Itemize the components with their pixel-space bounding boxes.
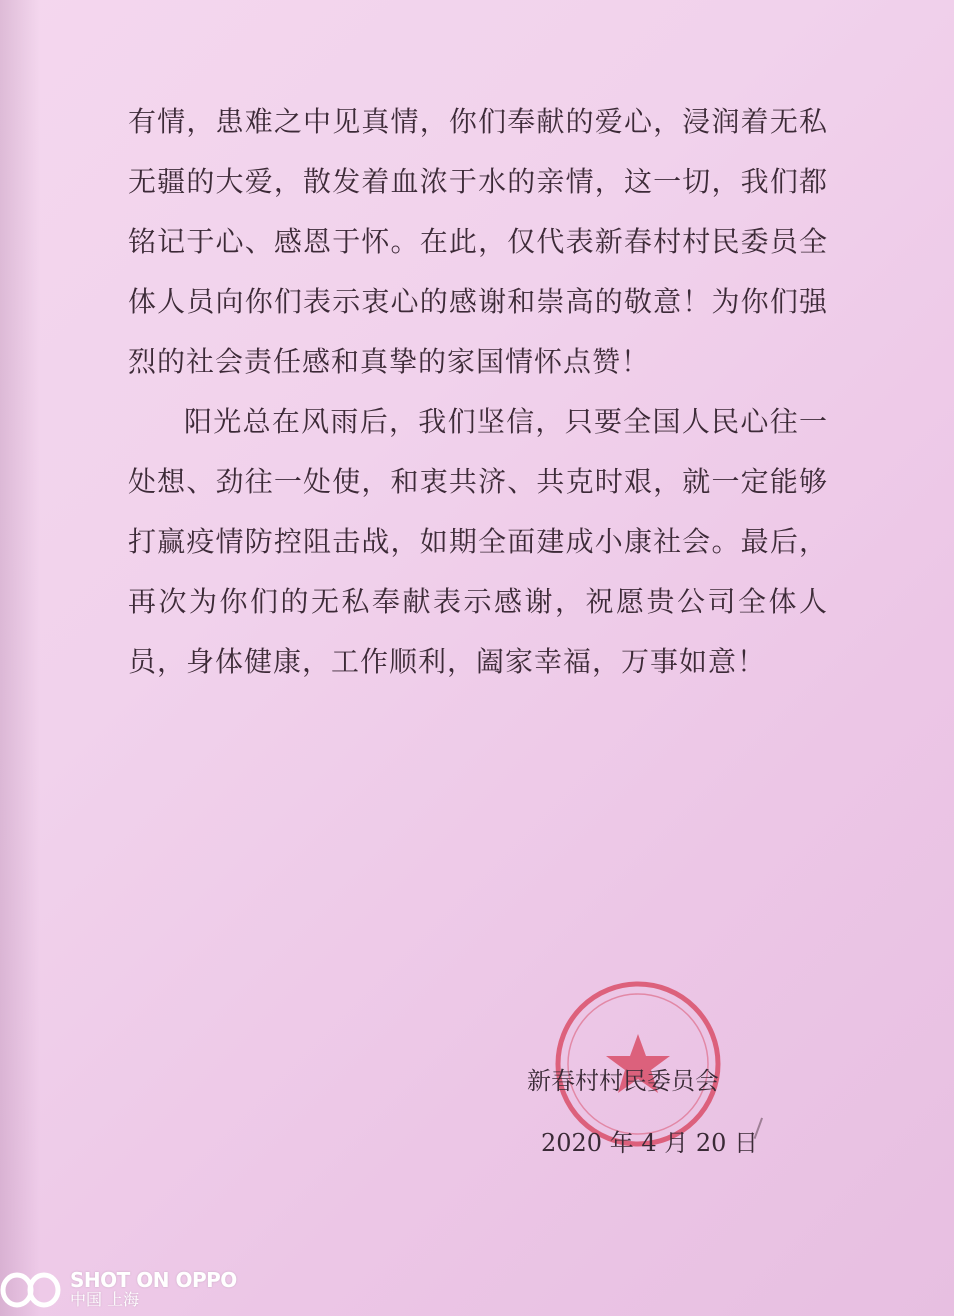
watermark-line-1: SHOT ON OPPO	[70, 1268, 237, 1292]
signature-date: 2020 年 4 月 20 日	[541, 1129, 759, 1157]
watermark-line-2: 中国 上海	[70, 1290, 140, 1309]
letter-paragraph-2: 阳光总在风雨后，我们坚信，只要全国人民心往一处想、劲往一处使，和衷共济、共克时艰，就一定能够打赢疫情防控阻击战，如期全面建成小康社会。最后，再次为你们的无私奉献表示感谢，祝愿贵公司全体人员，身体健康，工作顺利，阖家幸福，万事如意！	[128, 405, 828, 678]
signature-block	[527, 1050, 758, 1174]
camera-watermark	[0, 1270, 237, 1310]
oppo-logo-icon	[0, 1270, 62, 1310]
signature-organization: 新春村村民委员会	[527, 1067, 719, 1095]
letter-paragraph-1: 有情，患难之中见真情，你们奉献的爱心，浸润着无私无疆的大爱，散发着血浓于水的亲情，这一切，我们都铭记于心、感恩于怀。在此，仅代表新春村村民委员全体人员向你们表示衷心的感谢和崇高的敬意！为你们强烈的社会责任感和真挚的家国情怀点赞！	[128, 105, 828, 378]
page-shadow	[0, 0, 40, 1316]
letter-body	[128, 92, 828, 692]
